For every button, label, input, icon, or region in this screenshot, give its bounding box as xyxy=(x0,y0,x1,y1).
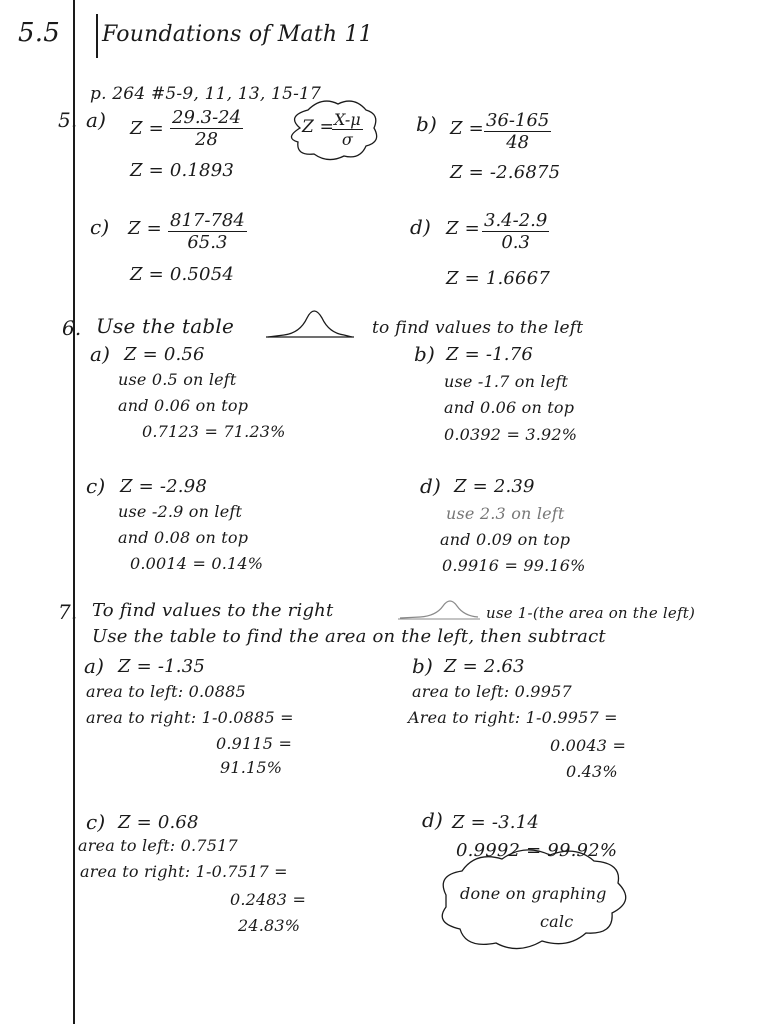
q5a-fraction xyxy=(170,107,243,150)
q5c-lhs: Z = xyxy=(128,218,162,239)
q7b-r2: 0.43% xyxy=(566,762,618,781)
q7d-label: d) xyxy=(422,808,444,832)
q5a-denominator: 28 xyxy=(195,129,218,150)
q5a-result: Z = 0.1893 xyxy=(130,160,235,181)
q5c-denominator: 65.3 xyxy=(187,232,228,253)
q5d-result: Z = 1.6667 xyxy=(446,268,551,289)
q5d-fraction xyxy=(482,210,549,253)
q5a-label: a) xyxy=(86,108,107,132)
q7-intro1-left: To find values to the right xyxy=(92,600,334,621)
q7c-right: area to right: 1-0.7517 = xyxy=(80,862,288,881)
formula-denominator: σ xyxy=(341,130,353,149)
q7-intro1-right: use 1-(the area on the left) xyxy=(486,604,696,622)
q5a-lhs: Z = xyxy=(130,118,164,139)
q6d-z: Z = 2.39 xyxy=(454,476,535,497)
q6a-result: 0.7123 = 71.23% xyxy=(142,422,286,441)
q7b-label: b) xyxy=(412,654,434,678)
q6a-line1: use 0.5 on left xyxy=(118,370,237,389)
q7-intro2: Use the table to find the area on the left, then subtract xyxy=(92,626,606,647)
q7b-right: Area to right: 1-0.9957 = xyxy=(408,708,618,727)
q6c-z: Z = -2.98 xyxy=(120,476,207,497)
cloud-text-line2: calc xyxy=(540,912,574,931)
right-tail-curve-icon xyxy=(400,601,478,618)
q6d-result: 0.9916 = 99.16% xyxy=(442,556,586,575)
q7a-z: Z = -1.35 xyxy=(118,656,205,677)
q7a-left: area to left: 0.0885 xyxy=(86,682,246,701)
q6-intro-right: to find values to the left xyxy=(372,318,584,338)
q7c-label: c) xyxy=(86,810,106,834)
q6b-result: 0.0392 = 3.92% xyxy=(444,425,578,444)
q6a-line2: and 0.06 on top xyxy=(118,396,249,415)
q6b-line1: use -1.7 on left xyxy=(444,372,569,391)
q7a-label: a) xyxy=(84,654,105,678)
q7c-r2: 24.83% xyxy=(238,916,301,935)
q7b-left: area to left: 0.9957 xyxy=(412,682,572,701)
q5b-denominator: 48 xyxy=(506,132,530,153)
q6c-result: 0.0014 = 0.14% xyxy=(130,554,264,573)
q5c-numerator: 817-784 xyxy=(170,210,245,231)
q6b-line2: and 0.06 on top xyxy=(444,398,575,417)
section-number: 5.5 xyxy=(18,18,60,48)
q5b-lhs: Z = xyxy=(450,118,484,139)
assignment-line: p. 264 #5-9, 11, 13, 15-17 xyxy=(90,84,322,104)
q6c-line1: use -2.9 on left xyxy=(118,502,243,521)
formula-numerator: X-μ xyxy=(334,110,361,129)
q6c-label: c) xyxy=(86,474,106,498)
q6a-z: Z = 0.56 xyxy=(124,344,205,365)
cloud-text-line1: done on graphing xyxy=(460,884,607,903)
q6d-line2: and 0.09 on top xyxy=(440,530,571,549)
q5a-numerator: 29.3-24 xyxy=(172,107,242,128)
q5c-fraction xyxy=(168,210,247,253)
q7a-right: area to right: 1-0.0885 = xyxy=(86,708,294,727)
q6b-z: Z = -1.76 xyxy=(446,344,533,365)
q7c-left: area to left: 0.7517 xyxy=(78,836,238,855)
page-title: Foundations of Math 11 xyxy=(102,22,373,47)
q7a-r1: 0.9115 = xyxy=(216,734,293,753)
q5b-numerator: 36-165 xyxy=(486,110,550,131)
q5d-denominator: 0.3 xyxy=(501,232,530,253)
q5-number: 5. xyxy=(58,108,78,132)
q6d-label: d) xyxy=(420,474,442,498)
q5d-numerator: 3.4-2.9 xyxy=(484,210,548,231)
q5b-fraction xyxy=(484,110,551,153)
q7c-z: Z = 0.68 xyxy=(118,812,199,833)
q6b-label: b) xyxy=(414,342,436,366)
q7b-z: Z = 2.63 xyxy=(444,656,525,677)
q6d-line1: use 2.3 on left xyxy=(446,504,565,523)
q7a-r2: 91.15% xyxy=(220,758,283,777)
q6-number: 6. xyxy=(62,316,82,340)
formula-fraction xyxy=(332,110,363,149)
q5c-result: Z = 0.5054 xyxy=(130,264,235,285)
q6c-line2: and 0.08 on top xyxy=(118,528,249,547)
q7b-r1: 0.0043 = xyxy=(550,736,627,755)
formula-lhs: Z = xyxy=(302,117,335,137)
bell-curve-icon xyxy=(268,311,352,337)
q7c-r1: 0.2483 = xyxy=(230,890,307,909)
q6-intro-left: Use the table xyxy=(96,314,235,338)
q7d-result: 0.9992 = 99.92% xyxy=(456,840,618,861)
q7d-z: Z = -3.14 xyxy=(452,812,539,833)
q5d-lhs: Z = xyxy=(446,218,480,239)
q5b-label: b) xyxy=(416,112,438,136)
q5d-label: d) xyxy=(410,215,432,239)
q7-number: 7. xyxy=(58,600,78,624)
q5b-result: Z = -2.6875 xyxy=(450,162,561,183)
q5c-label: c) xyxy=(90,215,110,239)
q6a-label: a) xyxy=(90,342,111,366)
